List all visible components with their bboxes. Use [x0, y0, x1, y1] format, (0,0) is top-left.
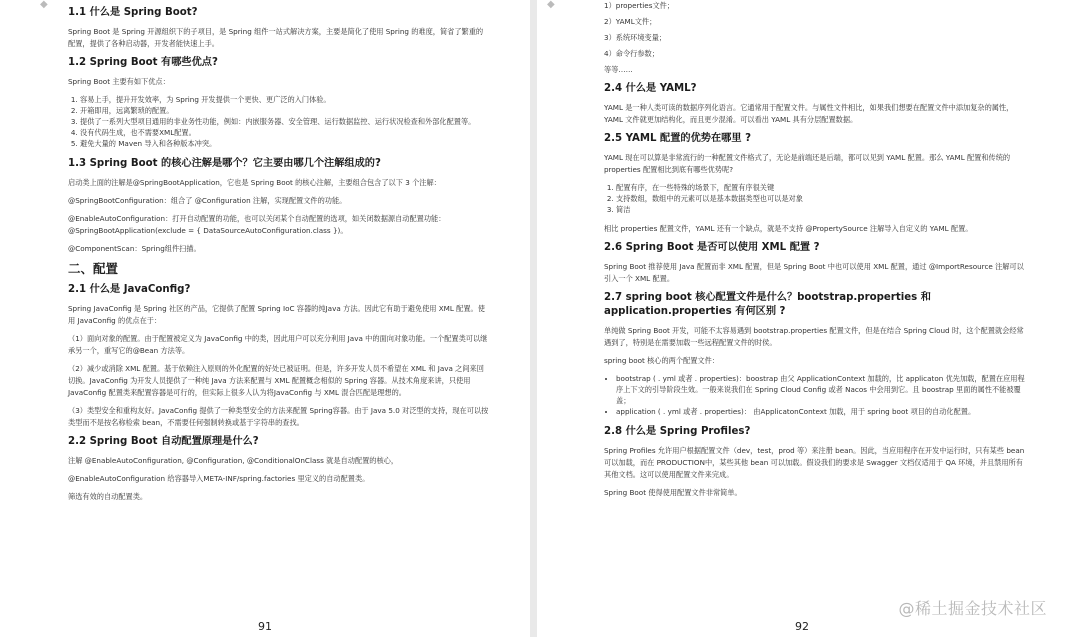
- list-item: 4. 没有代码生成，也不需要XML配置。: [80, 127, 490, 138]
- paragraph-2-8-b: Spring Boot 使得使用配置文件非常简单。: [604, 488, 742, 497]
- paragraph-2-1-a: Spring JavaConfig 是 Spring 社区的产品，它提供了配置 Spring IoC 容器的纯Java 方法。因此它有助于避免使用 XML 配置。使用 JavaConfig 的优点在于：: [68, 304, 485, 325]
- heading-2-2: 2.2 Spring Boot 自动配置原理是什么?: [68, 436, 259, 447]
- paragraph-2-2-c: 筛选有效的自动配置类。: [68, 492, 148, 501]
- paragraph-2-7-b: spring boot 核心的两个配置文件：: [604, 356, 719, 365]
- paragraph-2-7-a: 单纯做 Spring Boot 开发，可能不太容易遇到 bootstrap.properties 配置文件，但是在结合 Spring Cloud 时，这个配置就会经常遇到了，特别是在需要加载一些远程配置文件的时侯。: [604, 326, 1024, 347]
- corner-mark: ◆: [547, 0, 555, 10]
- paragraph-1-2: Spring Boot 主要有如下优点：: [68, 77, 170, 86]
- list-item: 3. 提供了一系列大型项目通用的非业务性功能，例如：内嵌服务器、安全管理、运行数据监控、运行状况检查和外部化配置等。: [80, 116, 490, 127]
- list-item: • application ( . yml 或者 . properties)： 由ApplicatonContext 加载，用于 spring boot 项目的自动化配置。: [616, 406, 1027, 417]
- page-number: 91: [258, 620, 272, 633]
- config-files-list: [604, 373, 1027, 417]
- list-item: • bootstrap ( . yml 或者 . properties)：boostrap 由父 ApplicationContext 加载的，比 applicaton 优先加载，配置在应用程序上下文的引导阶段生效。一般来说我们在 Spring Cloud Config 或者 Nacos 中会用到它。且 boostrap 里面的属性不能被覆盖；: [616, 373, 1027, 406]
- heading-2-7: 2.7 spring boot 核心配置文件是什么？bootstrap.properties 和 application.properties 有何区别 ?: [604, 292, 931, 317]
- advantages-list: [68, 94, 490, 149]
- list-item: 3. 简洁: [616, 204, 1027, 215]
- paragraph-1-3-d: @ComponentScan：Spring组件扫描。: [68, 244, 201, 253]
- paragraph-1-3-a: 启动类上面的注解是@SpringBootApplication，它也是 Spring Boot 的核心注解，主要组合包含了以下 3 个注解：: [68, 178, 441, 187]
- corner-mark: ◆: [40, 0, 48, 10]
- list-item: 5. 避免大量的 Maven 导入和各种版本冲突。: [80, 138, 490, 149]
- heading-2-6: 2.6 Spring Boot 是否可以使用 XML 配置 ?: [604, 242, 820, 253]
- paragraph-2-5-b: 相比 properties 配置文件，YAML 还有一个缺点，就是不支持 @PropertySource 注解导入自定义的 YAML 配置。: [604, 224, 973, 233]
- paragraph-2-2-a: 注解 @EnableAutoConfiguration, @Configuration, @ConditionalOnClass 就是自动配置的核心，: [68, 456, 399, 465]
- yaml-advantages-list: [604, 182, 1027, 215]
- config-source-item: 4）命令行参数；: [604, 49, 659, 58]
- heading-2-4: 2.4 什么是 YAML?: [604, 83, 697, 94]
- paragraph-2-1-b: （1）面向对象的配置。由于配置被定义为 JavaConfig 中的类，因此用户可以充分利用 Java 中的面向对象功能。一个配置类可以继承另一个，重写它的@Bean 方法等。: [68, 334, 488, 355]
- paragraph-2-6: Spring Boot 推荐使用 Java 配置而非 XML 配置，但是 Spring Boot 中也可以使用 XML 配置，通过 @ImportResource 注解可以引入一个 XML 配置。: [604, 262, 1024, 283]
- paragraph-2-8-a: Spring Profiles 允许用户根据配置文件（dev，test，prod 等）来注册 bean。因此，当应用程序在开发中运行时，只有某些 bean 可以加载，而在 PRODUCTION中，某些其他 bean 可以加载。假设我们的要求是 Swagger 文档仅适用于 QA 环境，并且禁用所有其他文档。这可以使用配置文件来完成。: [604, 446, 1025, 479]
- heading-2-5: 2.5 YAML 配置的优势在哪里 ?: [604, 133, 752, 144]
- heading-1-1: 1.1 什么是 Spring Boot?: [68, 7, 198, 18]
- page-92: [537, 0, 1067, 637]
- paragraph-1-3-b: @SpringBootConfiguration：组合了 @Configuration 注解，实现配置文件的功能。: [68, 196, 347, 205]
- heading-1-3: 1.3 Spring Boot 的核心注解是哪个？它主要由哪几个注解组成的?: [68, 158, 381, 169]
- page-number: 92: [795, 620, 809, 633]
- config-source-item: 1）properties文件；: [604, 1, 675, 10]
- list-item: 2. 开箱即用，远离繁琐的配置。: [80, 105, 490, 116]
- paragraph-1-1: Spring Boot 是 Spring 开源组织下的子项目，是 Spring 组件一站式解决方案，主要是简化了使用 Spring 的难度，简省了繁重的配置，提供了各种启动器，开发者能快速上手。: [68, 27, 484, 48]
- paragraph-2-5-a: YAML 现在可以算是非常流行的一种配置文件格式了，无论是前端还是后端，都可以见到 YAML 配置。那么 YAML 配置和传统的 properties 配置相比到底有哪些优势呢?: [604, 153, 1011, 174]
- paragraph-2-4: YAML 是一种人类可读的数据序列化语言。它通常用于配置文件。与属性文件相比，如果我们想要在配置文件中添加复杂的属性，YAML 文件就更加结构化，而且更少混淆。可以看出 YAML 具有分层配置数据。: [604, 103, 1014, 124]
- paragraph-2-1-c: （2）减少或消除 XML 配置。基于依赖注入原则的外化配置的好处已被证明。但是，许多开发人员不希望在 XML 和 Java 之间来回切换。JavaConfig 为开发人员提供了一种纯 Java 方法来配置与 XML 配置概念相似的 Spring 容器。从技术角度来讲，只使用 JavaConfig 配置类来配置容器是可行的，但实际上很多人认为将JavaConfig 与 XML 混合匹配是理想的。: [68, 364, 484, 397]
- page-91: [0, 0, 530, 637]
- config-source-item: 3）系统环境变量；: [604, 33, 667, 42]
- paragraph-2-1-d: （3）类型安全和重构友好。JavaConfig 提供了一种类型安全的方法来配置 Spring容器。由于 Java 5.0 对泛型的支持，现在可以按类型而不是按名称检索 bean，不需要任何强制转换或基于字符串的查找。: [68, 406, 489, 427]
- etc-text: 等等……: [604, 65, 633, 74]
- section-title-config: 二、配置: [68, 261, 119, 276]
- heading-2-1: 2.1 什么是 JavaConfig?: [68, 284, 191, 295]
- paragraph-2-2-b: @EnableAutoConfiguration 给容器导入META-INF/spring.factories 里定义的自动配置类。: [68, 474, 370, 483]
- list-item: 1. 配置有序，在一些特殊的场景下，配置有序很关键: [616, 182, 1027, 193]
- watermark: @稀土掘金技术社区: [898, 599, 1047, 618]
- heading-1-2: 1.2 Spring Boot 有哪些优点?: [68, 57, 218, 68]
- list-item: 1. 容易上手，提升开发效率，为 Spring 开发提供一个更快、更广泛的入门体验。: [80, 94, 490, 105]
- config-source-item: 2）YAML文件；: [604, 17, 657, 26]
- list-item: 2. 支持数组，数组中的元素可以是基本数据类型也可以是对象: [616, 193, 1027, 204]
- paragraph-1-3-c: @EnableAutoConfiguration：打开自动配置的功能，也可以关闭某个自动配置的选项，如关闭数据源自动配置功能： @SpringBootApplication(exclude = { DataSourceAutoConfiguration.class })。: [68, 214, 446, 235]
- heading-2-8: 2.8 什么是 Spring Profiles?: [604, 426, 751, 437]
